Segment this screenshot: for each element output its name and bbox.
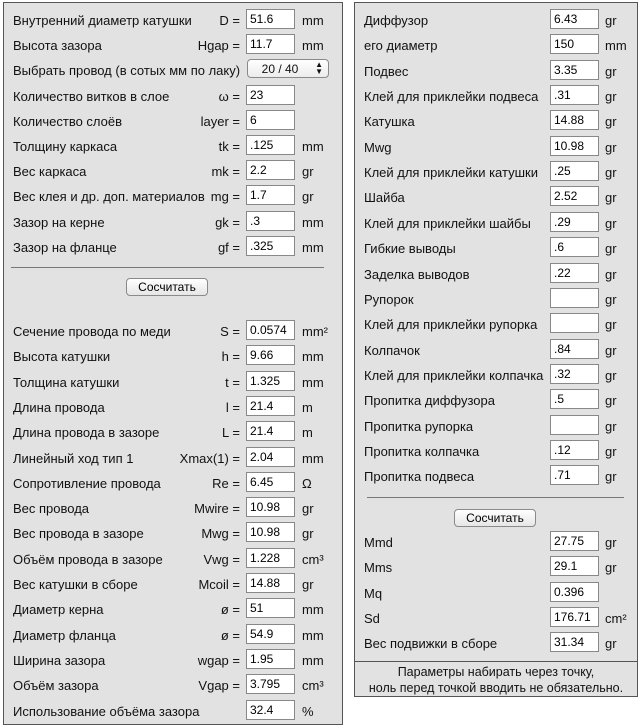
moving-mass-panel bbox=[354, 2, 638, 697]
param-row bbox=[4, 160, 342, 182]
mass-row bbox=[355, 161, 637, 183]
mass-unit: gr bbox=[605, 291, 617, 307]
param-symbol: ω = bbox=[218, 88, 240, 104]
mass-label: Клей для приклейки шайбы bbox=[364, 215, 531, 231]
input-hint-note bbox=[355, 661, 637, 696]
param-input[interactable] bbox=[246, 135, 295, 155]
result-input[interactable] bbox=[246, 497, 295, 517]
mass-label: Рупорок bbox=[364, 291, 414, 307]
mass-input[interactable] bbox=[550, 34, 599, 54]
result-label: Вес провода bbox=[13, 501, 90, 517]
mass-label: Пропитка рупорка bbox=[364, 418, 474, 434]
mass-label: Клей для приклейки рупорка bbox=[364, 317, 538, 333]
mass-label: Подвес bbox=[364, 63, 409, 79]
mass-result-row bbox=[355, 607, 637, 629]
result-unit: mm bbox=[302, 627, 324, 643]
result-unit: mm² bbox=[302, 324, 328, 339]
mass-label: Шайба bbox=[364, 190, 405, 206]
mass-row bbox=[355, 364, 637, 386]
param-row bbox=[4, 59, 342, 81]
mass-unit: gr bbox=[605, 89, 617, 105]
mass-result-label: Mms bbox=[364, 560, 393, 576]
result-symbol: L = bbox=[222, 425, 240, 441]
param-input[interactable] bbox=[246, 185, 295, 205]
mass-result-input[interactable] bbox=[550, 607, 599, 627]
param-input[interactable] bbox=[246, 85, 295, 105]
param-input[interactable] bbox=[246, 110, 295, 130]
param-symbol: gf = bbox=[217, 239, 240, 255]
mass-row bbox=[355, 136, 637, 158]
mass-result-label: Sd bbox=[364, 610, 380, 626]
result-label: Объём провода в зазоре bbox=[13, 551, 163, 567]
param-row bbox=[4, 9, 342, 31]
mass-label: его диаметр bbox=[364, 38, 438, 54]
mass-label: Диффузор bbox=[364, 13, 429, 28]
wire-select[interactable] bbox=[247, 59, 329, 78]
mass-row bbox=[355, 9, 637, 31]
result-input[interactable] bbox=[246, 548, 295, 568]
mass-input[interactable] bbox=[550, 60, 599, 80]
result-label: Толщина катушки bbox=[13, 374, 120, 390]
mass-input[interactable] bbox=[550, 440, 599, 460]
mass-unit: gr bbox=[605, 139, 617, 155]
param-label: Вес каркаса bbox=[13, 164, 87, 180]
mass-result-row bbox=[355, 582, 637, 604]
mass-result-row bbox=[355, 556, 637, 578]
mass-result-input[interactable] bbox=[550, 531, 599, 551]
param-unit: gr bbox=[302, 189, 314, 205]
param-unit: mm bbox=[302, 13, 324, 28]
result-symbol: h = bbox=[221, 349, 240, 365]
mass-result-input[interactable] bbox=[550, 632, 599, 652]
mass-row bbox=[355, 60, 637, 82]
mass-row bbox=[355, 339, 637, 361]
param-input[interactable] bbox=[246, 34, 295, 54]
result-input[interactable] bbox=[246, 345, 295, 365]
param-label: Количество слоёв bbox=[13, 113, 123, 129]
result-unit: gr bbox=[302, 501, 314, 517]
mass-input[interactable] bbox=[550, 288, 599, 308]
result-input[interactable] bbox=[246, 472, 295, 492]
result-symbol: Mcoil = bbox=[198, 577, 240, 592]
result-symbol: wgap = bbox=[197, 652, 240, 668]
param-row bbox=[4, 135, 342, 157]
param-row bbox=[4, 185, 342, 207]
mass-unit: gr bbox=[605, 469, 617, 485]
mass-result-unit: cm² bbox=[605, 610, 627, 626]
param-input[interactable] bbox=[246, 160, 295, 180]
mass-input[interactable] bbox=[550, 237, 599, 257]
divider bbox=[367, 497, 624, 498]
result-symbol: t = bbox=[225, 374, 240, 390]
param-label: Толщину каркаса bbox=[13, 139, 118, 154]
mass-result-label: Mq bbox=[364, 585, 383, 601]
mass-label: Катушка bbox=[364, 114, 415, 130]
result-row bbox=[4, 447, 342, 469]
note-line-2: ноль перед точкой вводить не обязательно. bbox=[368, 681, 624, 695]
param-label: Внутренний диаметр катушки bbox=[13, 13, 192, 28]
mass-row bbox=[355, 212, 637, 234]
result-row bbox=[4, 345, 342, 367]
mass-input[interactable] bbox=[550, 313, 599, 333]
mass-result-unit: gr bbox=[605, 560, 617, 576]
mass-unit: gr bbox=[605, 63, 617, 79]
mass-result-row bbox=[355, 531, 637, 553]
param-input[interactable] bbox=[246, 9, 295, 29]
param-unit: mm bbox=[302, 139, 324, 154]
result-input[interactable] bbox=[246, 396, 295, 416]
mass-row bbox=[355, 415, 637, 437]
result-row bbox=[4, 421, 342, 443]
mass-row bbox=[355, 389, 637, 411]
result-symbol: ø = bbox=[220, 602, 240, 618]
result-unit: Ω bbox=[302, 475, 312, 491]
mass-label: Пропитка колпачка bbox=[364, 443, 480, 459]
mass-label: Гибкие выводы bbox=[364, 241, 456, 257]
result-input[interactable] bbox=[246, 421, 295, 441]
param-symbol: gk = bbox=[215, 214, 240, 230]
result-symbol: Vwg = bbox=[203, 551, 240, 567]
param-label: Зазор на фланце bbox=[13, 239, 117, 255]
mass-result-unit: gr bbox=[605, 636, 617, 652]
mass-row bbox=[355, 263, 637, 285]
param-row bbox=[4, 110, 342, 132]
param-unit: mm bbox=[302, 214, 324, 230]
mass-label: Пропитка подвеса bbox=[364, 469, 475, 485]
param-row bbox=[4, 34, 342, 56]
result-input[interactable] bbox=[246, 624, 295, 644]
result-unit: mm bbox=[302, 349, 324, 365]
param-label: Выбрать провод (в сотых мм по лаку) bbox=[13, 63, 241, 79]
mass-row bbox=[355, 288, 637, 310]
mass-row bbox=[355, 313, 637, 335]
mass-input[interactable] bbox=[550, 9, 599, 29]
mass-input[interactable] bbox=[550, 389, 599, 409]
result-row bbox=[4, 700, 342, 722]
mass-label: Заделка выводов bbox=[364, 266, 470, 282]
mass-result-label: Mmd bbox=[364, 535, 393, 550]
result-input[interactable] bbox=[246, 573, 295, 593]
mass-unit: gr bbox=[605, 241, 617, 257]
result-label: Диаметр керна bbox=[13, 602, 104, 618]
result-symbol: Mwire = bbox=[194, 501, 240, 517]
mass-result-unit: gr bbox=[605, 535, 617, 550]
mass-unit: gr bbox=[605, 317, 617, 333]
result-row bbox=[4, 548, 342, 570]
mass-label: Колпачок bbox=[364, 342, 420, 358]
mass-unit: gr bbox=[605, 165, 617, 181]
result-label: Диаметр фланца bbox=[13, 627, 116, 643]
result-row bbox=[4, 472, 342, 494]
result-row bbox=[4, 497, 342, 519]
result-label: Вес катушки в сборе bbox=[13, 577, 138, 592]
param-row bbox=[4, 236, 342, 258]
mass-input[interactable] bbox=[550, 339, 599, 359]
result-label: Вес провода в зазоре bbox=[13, 526, 144, 542]
result-input[interactable] bbox=[246, 447, 295, 467]
mass-label: Клей для приклейки катушки bbox=[364, 165, 538, 181]
divider bbox=[11, 267, 324, 268]
mass-input[interactable] bbox=[550, 364, 599, 384]
result-label: Ширина зазора bbox=[13, 652, 106, 668]
mass-unit: gr bbox=[605, 190, 617, 206]
param-label: Количество витков в слое bbox=[13, 88, 170, 104]
mass-label: Пропитка диффузора bbox=[364, 393, 495, 409]
result-label: Длина провода в зазоре bbox=[13, 425, 160, 441]
result-label: Использование объёма зазора bbox=[13, 703, 200, 719]
mass-result-label: Вес подвижки в сборе bbox=[364, 636, 498, 652]
result-input[interactable] bbox=[246, 649, 295, 669]
mass-result-input[interactable] bbox=[550, 556, 599, 576]
mass-unit: gr bbox=[605, 418, 617, 434]
result-input[interactable] bbox=[246, 674, 295, 694]
mass-input[interactable] bbox=[550, 186, 599, 206]
mass-input[interactable] bbox=[550, 212, 599, 232]
mass-row bbox=[355, 237, 637, 259]
result-label: Высота катушки bbox=[13, 349, 111, 365]
param-unit: mm bbox=[302, 239, 324, 255]
mass-row bbox=[355, 85, 637, 107]
param-label: Зазор на керне bbox=[13, 214, 105, 230]
mass-unit: gr bbox=[605, 114, 617, 130]
result-input[interactable] bbox=[246, 371, 295, 391]
result-unit: mm bbox=[302, 374, 324, 390]
result-unit: m bbox=[302, 399, 313, 415]
mass-unit: gr bbox=[605, 443, 617, 459]
result-unit: cm³ bbox=[302, 678, 324, 694]
calculate-coil-button[interactable]: Сосчитать bbox=[126, 278, 208, 296]
param-unit: gr bbox=[302, 164, 314, 180]
param-label: Высота зазора bbox=[13, 38, 102, 54]
result-unit: m bbox=[302, 425, 313, 441]
result-row bbox=[4, 396, 342, 418]
param-symbol: tk = bbox=[218, 139, 240, 154]
result-symbol: S = bbox=[220, 324, 240, 339]
param-symbol: D = bbox=[219, 13, 240, 28]
param-row bbox=[4, 85, 342, 107]
mass-result-row bbox=[355, 632, 637, 654]
result-row bbox=[4, 598, 342, 620]
result-row bbox=[4, 624, 342, 646]
result-row bbox=[4, 649, 342, 671]
result-row bbox=[4, 573, 342, 595]
mass-input[interactable] bbox=[550, 263, 599, 283]
mass-label: Клей для приклейки колпачка bbox=[364, 367, 544, 383]
result-input[interactable] bbox=[246, 700, 295, 720]
result-unit: gr bbox=[302, 577, 314, 592]
result-input[interactable] bbox=[246, 598, 295, 618]
result-unit: mm bbox=[302, 652, 324, 668]
mass-row bbox=[355, 34, 637, 56]
coil-calculator-panel bbox=[3, 2, 343, 725]
result-unit: mm bbox=[302, 450, 324, 466]
result-row bbox=[4, 522, 342, 544]
mass-unit: gr bbox=[605, 342, 617, 358]
result-symbol: Mwg = bbox=[201, 526, 240, 542]
mass-row bbox=[355, 440, 637, 462]
result-label: Объём зазора bbox=[13, 678, 99, 694]
result-symbol: ø = bbox=[220, 627, 240, 643]
mass-unit: gr bbox=[605, 13, 617, 28]
param-input[interactable] bbox=[246, 211, 295, 231]
mass-unit: gr bbox=[605, 367, 617, 383]
param-symbol: layer = bbox=[200, 113, 240, 129]
mass-unit: mm bbox=[605, 38, 627, 54]
param-symbol: Hgap = bbox=[197, 38, 240, 54]
result-symbol: l = bbox=[225, 399, 240, 415]
param-label: Вес клея и др. доп. материалов bbox=[13, 189, 205, 205]
result-unit: % bbox=[302, 703, 314, 719]
result-input[interactable] bbox=[246, 522, 295, 542]
mass-unit: gr bbox=[605, 266, 617, 282]
result-label: Сечение провода по меди bbox=[13, 324, 171, 339]
chevron-updown-icon: ▲ ▼ bbox=[315, 60, 323, 77]
mass-input[interactable] bbox=[550, 415, 599, 435]
calculate-mass-button[interactable]: Сосчитать bbox=[454, 509, 536, 527]
mass-row bbox=[355, 110, 637, 132]
mass-input[interactable] bbox=[550, 136, 599, 156]
mass-input[interactable] bbox=[550, 110, 599, 130]
result-row bbox=[4, 371, 342, 393]
result-unit: gr bbox=[302, 526, 314, 542]
param-symbol: mk = bbox=[211, 164, 240, 180]
wire-select-value: 20 / 40 bbox=[261, 62, 299, 77]
mass-input[interactable] bbox=[550, 465, 599, 485]
mass-label: Mwg bbox=[364, 139, 392, 155]
mass-row bbox=[355, 186, 637, 208]
param-unit: mm bbox=[302, 38, 324, 54]
result-symbol: Re = bbox=[212, 475, 240, 491]
result-label: Линейный ход тип 1 bbox=[13, 450, 134, 466]
param-input[interactable] bbox=[246, 236, 295, 256]
result-input[interactable] bbox=[246, 320, 295, 340]
param-symbol: mg = bbox=[210, 189, 240, 205]
param-row bbox=[4, 211, 342, 233]
result-symbol: Xmax(1) = bbox=[179, 450, 240, 466]
mass-unit: gr bbox=[605, 393, 617, 409]
mass-input[interactable] bbox=[550, 161, 599, 181]
result-label: Длина провода bbox=[13, 399, 105, 415]
result-unit: cm³ bbox=[302, 551, 324, 567]
result-unit: mm bbox=[302, 602, 324, 618]
mass-row bbox=[355, 465, 637, 487]
result-row bbox=[4, 320, 342, 342]
result-row bbox=[4, 674, 342, 696]
mass-label: Клей для приклейки подвеса bbox=[364, 89, 539, 105]
mass-unit: gr bbox=[605, 215, 617, 231]
result-symbol: Vgap = bbox=[198, 678, 240, 694]
note-line-1: Параметры набирать через точку, bbox=[397, 665, 595, 679]
mass-input[interactable] bbox=[550, 85, 599, 105]
result-label: Сопротивление провода bbox=[13, 475, 161, 491]
mass-result-input[interactable] bbox=[550, 582, 599, 602]
